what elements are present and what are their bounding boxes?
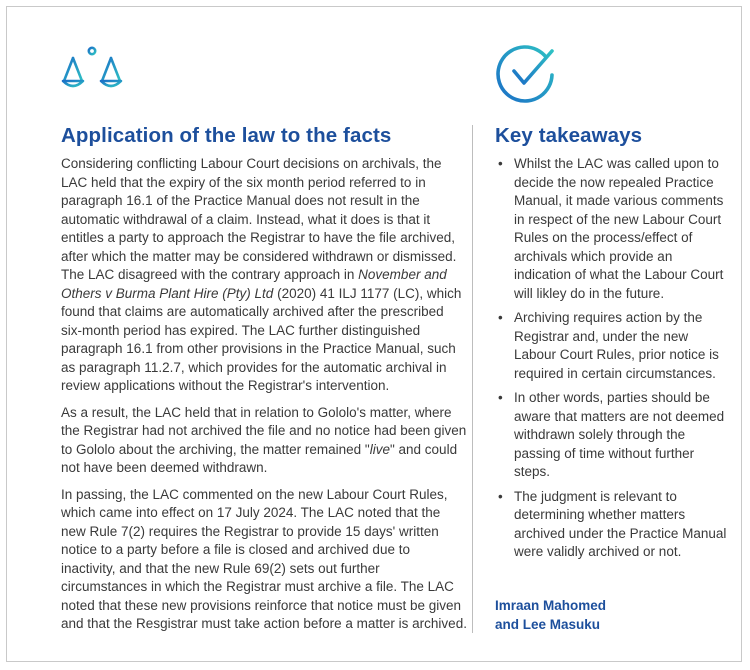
- paragraph-3: In passing, the LAC commented on the new Labour Court Rules, which came into effect on 17 July 2024. The LAC noted that the new Rule 7(2) requires the Registrar to provide 15 days' written notice to a party before a file is closed and archived due to inactivity, and that the new Rule 69(2) sets out further circumstances in which the Registrar must archive a file. The LAC noted that these new provisions reinforce that notice must be given and that the Resgistrar must take action before a matter is archived.: [61, 486, 467, 631]
- list-item: • Whilst the LAC was called upon to decide the now repealed Practice Manual, it made various comments in respect of the new Labour Court Rules on the process/effect of archivals which provide an indication of what the Labour Court will likley do in the future.: [498, 156, 724, 301]
- live-emphasis: live: [369, 441, 390, 457]
- list-item: • The judgment is relevant to determining whether matters archived under the Practice Manual were validly archived or not.: [498, 488, 727, 559]
- list-item: • In other words, parties should be aware that matters are not deemed withdrawn solely through the passing of time without further steps.: [498, 390, 725, 479]
- paragraph-1: Considering conflicting Labour Court decisions on archivals, the LAC held that the expiry of the six month period referred to in paragraph 16.1 of the Practice Manual does not result in the automatic withdrawal of a claim. Instead, what it does is that it entitles a party to approach the Registrar to have the file archived, after which the matter may be considered withdrawn or dismissed. The LAC disagreed with the contrary approach in November and Others v Burma Plant Hire (Pty) Ltd (2020) 41 ILJ 1177 (LC), which found that claims are automatically archived after the prescribed six-month period has expired. The LAC further distinguished paragraph 16.1 from other provisions in the Practice Manual, such as paragraph 11.2.7, which provides for the automatic archival in review applications without the Registrar's intervention.: [61, 156, 462, 393]
- author-byline: [495, 597, 727, 634]
- bullet-icon: •: [498, 488, 503, 504]
- key-takeaways-list: [495, 155, 727, 568]
- section-heading-application: Application of the law to the facts: [61, 124, 392, 147]
- author-line-1: Imraan Mahomed: [495, 598, 607, 613]
- bullet-icon: •: [498, 390, 503, 405]
- column-divider: [472, 125, 473, 633]
- scales-of-justice-icon: [61, 43, 123, 105]
- bullet-icon: •: [498, 156, 503, 171]
- application-body: [61, 155, 467, 642]
- paragraph-2: As a result, the LAC held that in relation to Gololo's matter, where the Registrar had not archived the file and no notice had been given to Gololo about the archiving, the matter remained "live" and could not have been deemed withdrawn.: [61, 404, 467, 475]
- case-citation: November and Others v Burma Plant Hire (Pty) Ltd: [61, 267, 447, 301]
- list-item: • Archiving requires action by the Registrar and, under the new Labour Court Rules, prior notice is required in certain circumstances.: [498, 310, 719, 381]
- article-panel: [6, 6, 742, 662]
- author-line-2: and Lee Masuku: [495, 616, 601, 632]
- section-heading-key-takeaways: Key takeaways: [495, 124, 643, 147]
- checkmark-circle-icon: [494, 41, 558, 105]
- bullet-icon: •: [498, 310, 503, 325]
